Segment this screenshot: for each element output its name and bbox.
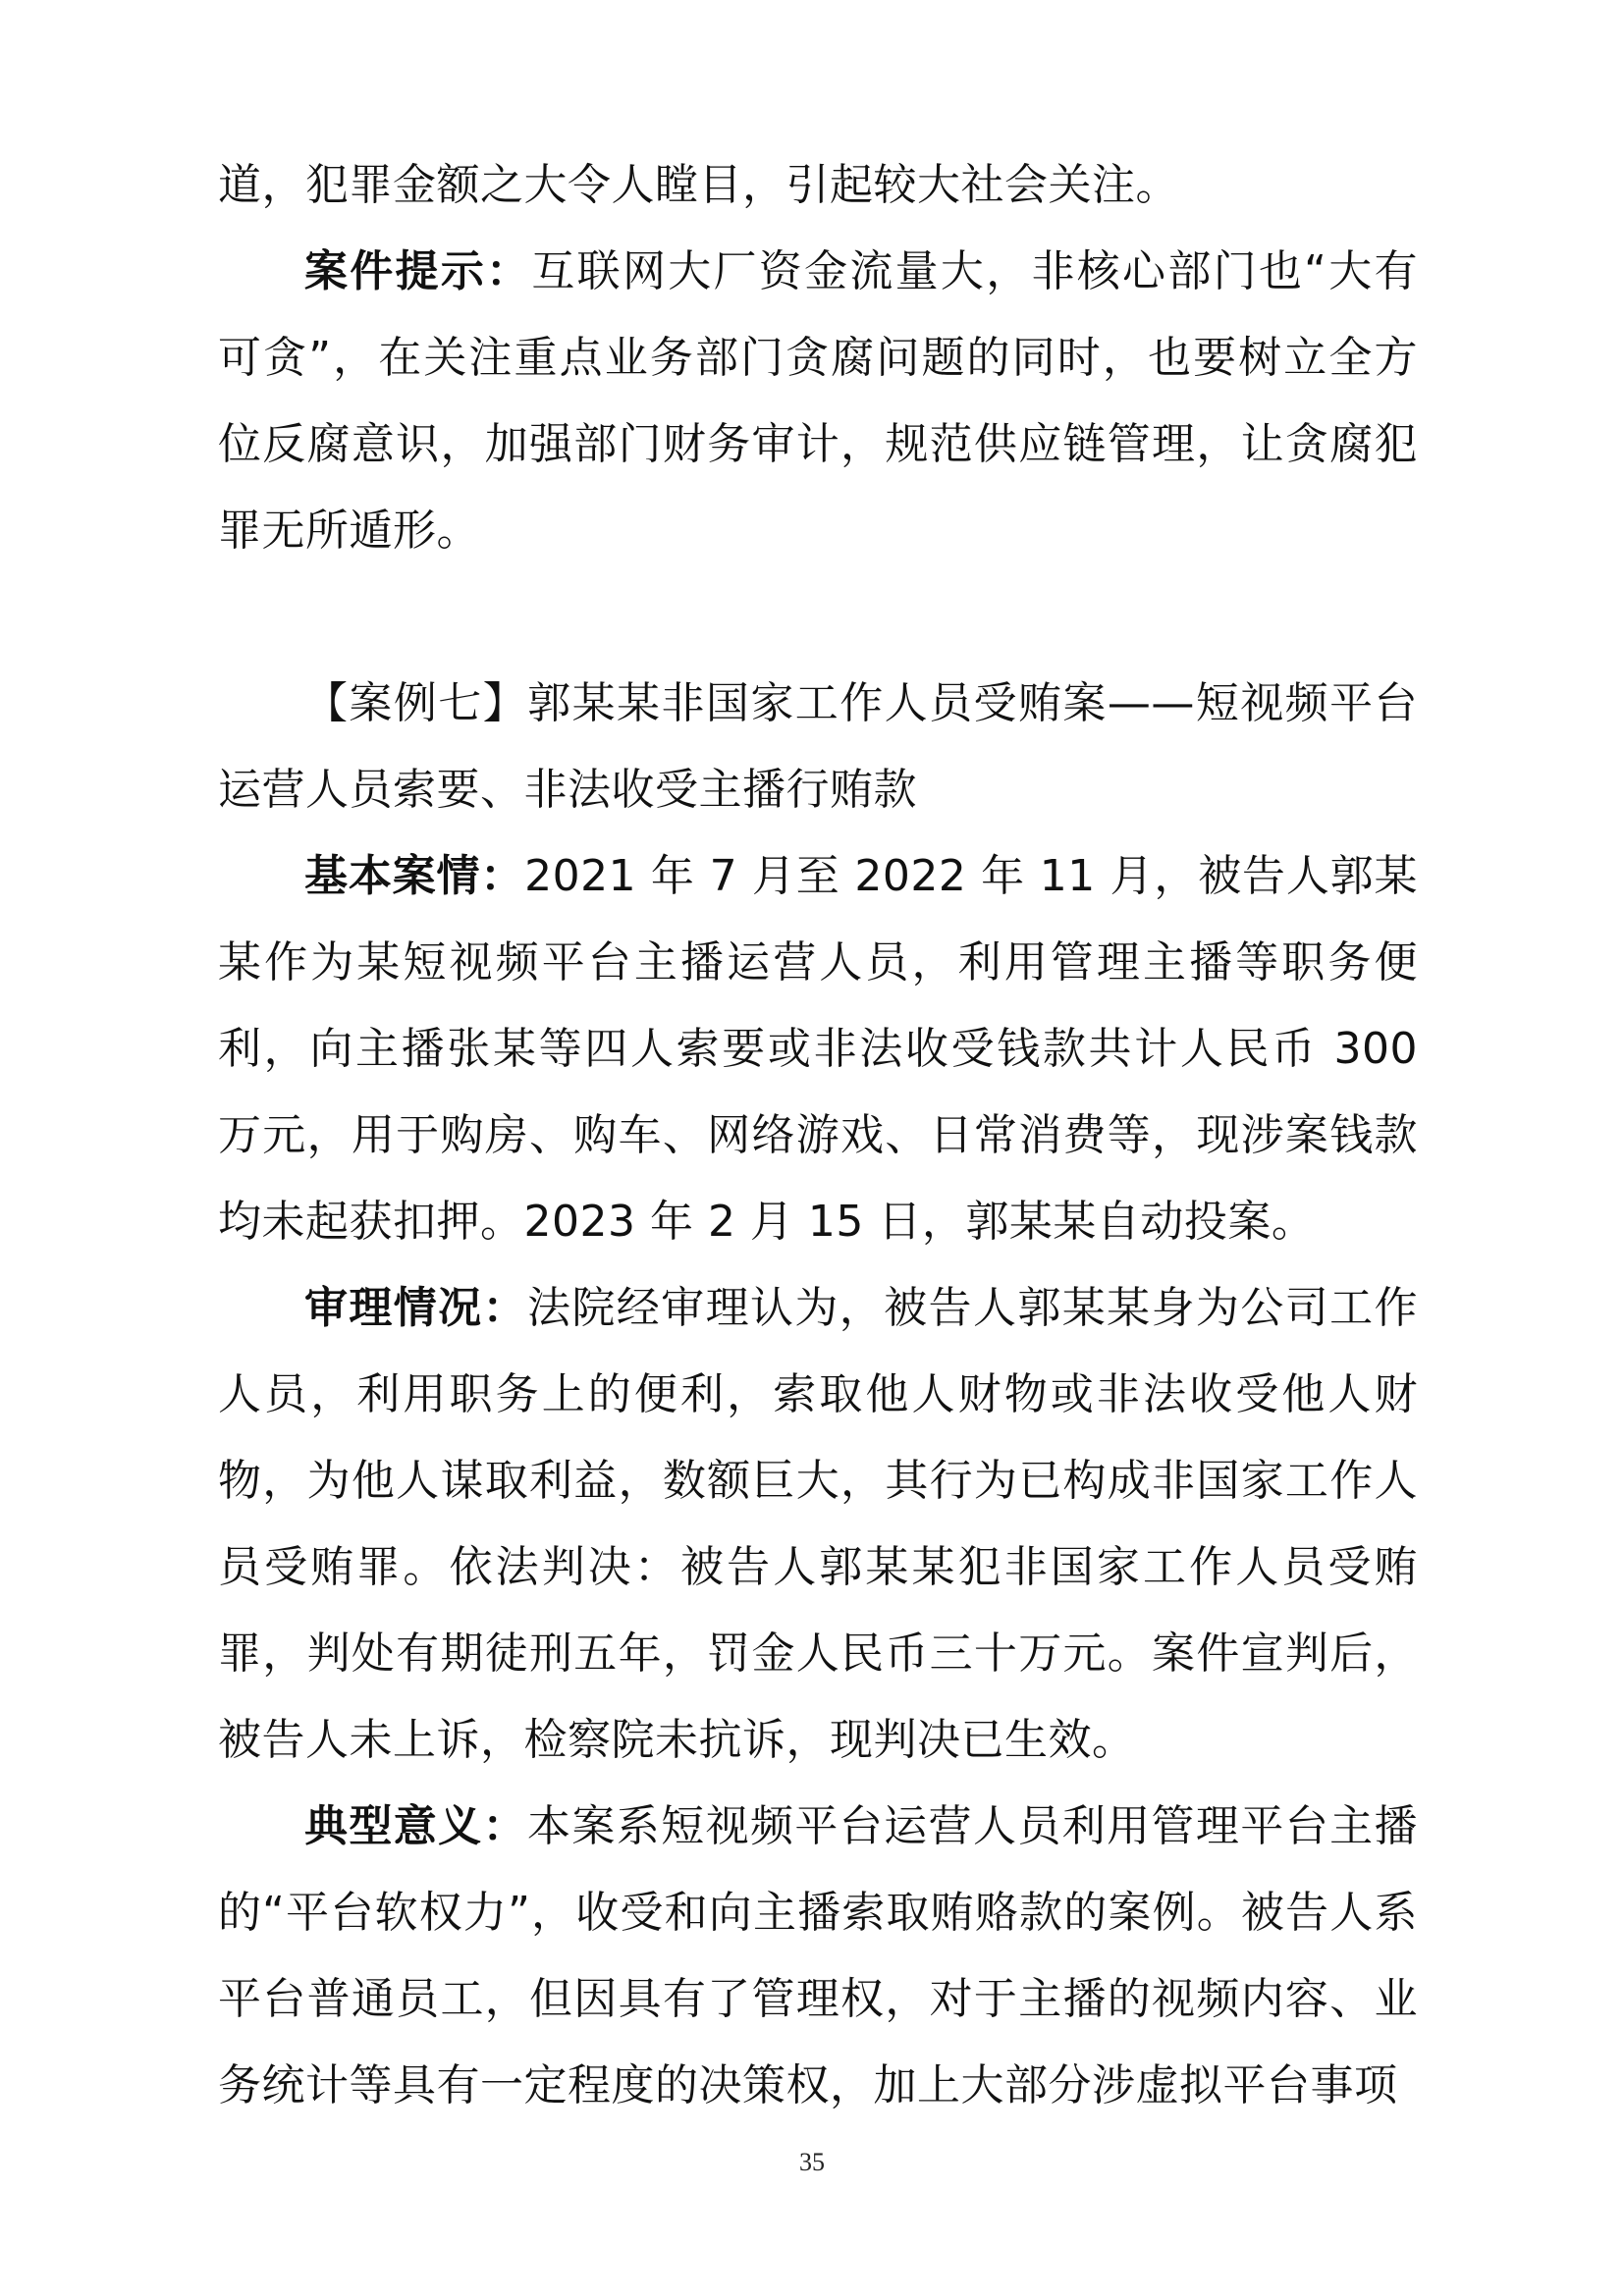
case-tip-label: 案件提示： <box>304 246 532 296</box>
significance-label: 典型意义： <box>304 1801 527 1851</box>
trial-text: 法院经审理认为，被告人郭某某身为公司工作人员，利用职务上的便利，索取他人财物或非法收受他人财物，为他人谋取利益，数额巨大，其行为已构成非国家工作人员受贿罪。依法判决：被告人郭某某犯非国家工作人员受贿罪，判处有期徒刑五年，罚金人民币三十万元。案件宣判后，被告人未上诉，检察院未抗诉，现判决已生效。 <box>218 1283 1419 1765</box>
case-tip-text: 互联网大厂资金流量大，非核心部门也“大有可贪”，在关注重点业务部门贪腐问题的同时，也要树立全方位反腐意识，加强部门财务审计，规范供应链管理，让贪腐犯罪无所遁形。 <box>218 246 1419 556</box>
case-seven-title: 【案例七】郭某某非国家工作人员受贿案——短视频平台运营人员索要、非法收受主播行贿款 <box>218 678 1418 815</box>
basic-facts-text: 2021 年 7 月至 2022 年 11 月，被告人郭某某作为某短视频平台主播运营人员，利用管理主播等职务便利，向主播张某等四人索要或非法收受钱款共计人民币 300 万元，用于购房、购车、网络游戏、日常消费等，现涉案钱款均未起获扣押。2023 年 2 月 15 日，郭某某自动投案。 <box>218 851 1419 1247</box>
continuation-paragraph <box>218 142 1418 229</box>
significance-text: 本案系短视频平台运营人员利用管理平台主播的“平台软权力”，收受和向主播索取贿赂款的案例。被告人系平台普通员工，但因具有了管理权，对于主播的视频内容、业务统计等具有一定程度的决策权，加上大部分涉虚拟平台事项 <box>218 1801 1419 2110</box>
trial-paragraph <box>218 1265 1418 1784</box>
trial-label: 审理情况： <box>304 1283 527 1333</box>
basic-facts-paragraph <box>218 833 1418 1265</box>
page-body <box>218 142 1418 2129</box>
significance-paragraph <box>218 1784 1418 2129</box>
case-tip-paragraph <box>218 229 1418 574</box>
continuation-text: 道，犯罪金额之大令人瞠目，引起较大社会关注。 <box>218 160 1179 210</box>
basic-facts-label: 基本案情： <box>304 851 525 901</box>
page-number: 35 <box>799 2148 825 2176</box>
